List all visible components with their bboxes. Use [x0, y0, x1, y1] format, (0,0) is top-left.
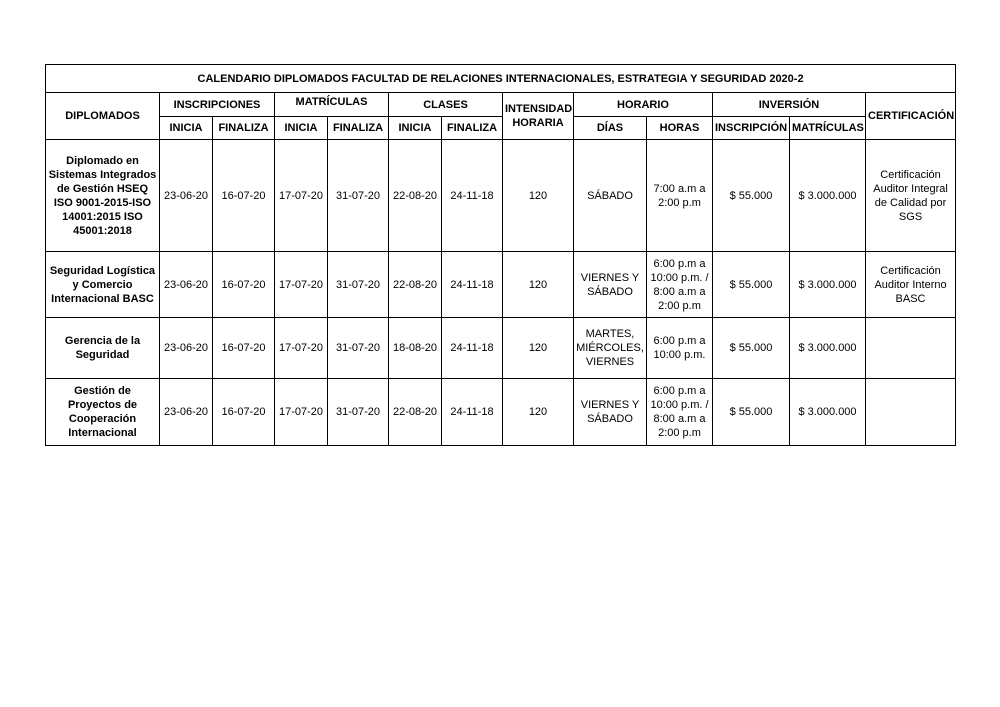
inv-inscripcion-cell: $ 55.000	[713, 379, 790, 446]
table-row	[46, 140, 956, 252]
diplomado-name: Diplomado en Sistemas Integrados de Gestión HSEQ ISO 9001-2015-ISO 14001:2015 ISO 45001:2018	[46, 140, 160, 252]
certificacion-cell	[866, 379, 956, 446]
horas-cell: 6:00 p.m a 10:00 p.m.	[647, 318, 713, 379]
clases-finaliza-cell: 24-11-18	[442, 140, 503, 252]
certificacion-cell: Certificación Auditor Integral de Calidad por SGS	[866, 140, 956, 252]
insc-inicia-cell: 23-06-20	[160, 252, 213, 318]
clases-inicia-cell: 18-08-20	[389, 318, 442, 379]
calendar-sheet	[45, 64, 955, 446]
header-mat-finaliza: FINALIZA	[328, 117, 389, 140]
inv-matriculas-cell: $ 3.000.000	[790, 379, 866, 446]
diplomado-name: Seguridad Logística y Comercio Internacional BASC	[46, 252, 160, 318]
diplomado-name: Gerencia de la Seguridad	[46, 318, 160, 379]
mat-finaliza-cell: 31-07-20	[328, 318, 389, 379]
mat-inicia-cell: 17-07-20	[275, 252, 328, 318]
intensidad-cell: 120	[503, 140, 574, 252]
header-inscripciones: INSCRIPCIONES	[160, 93, 275, 117]
clases-inicia-cell: 22-08-20	[389, 140, 442, 252]
clases-finaliza-cell: 24-11-18	[442, 252, 503, 318]
inv-matriculas-cell: $ 3.000.000	[790, 252, 866, 318]
table-row	[46, 252, 956, 318]
horas-cell: 6:00 p.m a 10:00 p.m. / 8:00 a.m a 2:00 p.m	[647, 379, 713, 446]
certificacion-cell: Certificación Auditor Interno BASC	[866, 252, 956, 318]
header-clases-inicia: INICIA	[389, 117, 442, 140]
horas-cell: 7:00 a.m a 2:00 p.m	[647, 140, 713, 252]
clases-inicia-cell: 22-08-20	[389, 379, 442, 446]
inv-inscripcion-cell: $ 55.000	[713, 252, 790, 318]
insc-finaliza-cell: 16-07-20	[213, 318, 275, 379]
clases-inicia-cell: 22-08-20	[389, 252, 442, 318]
insc-finaliza-cell: 16-07-20	[213, 252, 275, 318]
dias-cell: SÁBADO	[574, 140, 647, 252]
header-insc-finaliza: FINALIZA	[213, 117, 275, 140]
header-horario: HORARIO	[574, 93, 713, 117]
mat-finaliza-cell: 31-07-20	[328, 140, 389, 252]
header-inv-inscripcion: INSCRIPCIÓN	[713, 117, 790, 140]
inv-inscripcion-cell: $ 55.000	[713, 318, 790, 379]
header-inv-matriculas: MATRÍCULAS	[790, 117, 866, 140]
inv-inscripcion-cell: $ 55.000	[713, 140, 790, 252]
insc-inicia-cell: 23-06-20	[160, 379, 213, 446]
dias-cell: VIERNES Y SÁBADO	[574, 379, 647, 446]
clases-finaliza-cell: 24-11-18	[442, 379, 503, 446]
intensidad-cell: 120	[503, 318, 574, 379]
diplomado-name: Gestión de Proyectos de Cooperación Internacional	[46, 379, 160, 446]
header-intensidad: INTENSIDAD	[505, 103, 573, 115]
clases-finaliza-cell: 24-11-18	[442, 318, 503, 379]
header-insc-inicia: INICIA	[160, 117, 213, 140]
certificacion-cell	[866, 318, 956, 379]
insc-inicia-cell: 23-06-20	[160, 140, 213, 252]
horas-cell: 6:00 p.m a 10:00 p.m. / 8:00 a.m a 2:00 p.m	[647, 252, 713, 318]
mat-finaliza-cell: 31-07-20	[328, 379, 389, 446]
inv-matriculas-cell: $ 3.000.000	[790, 318, 866, 379]
calendar-table	[45, 64, 956, 446]
dias-cell: VIERNES Y SÁBADO	[574, 252, 647, 318]
mat-inicia-cell: 17-07-20	[275, 379, 328, 446]
table-row	[46, 318, 956, 379]
header-mat-inicia: INICIA	[275, 117, 328, 140]
header-horaria: HORARIA	[512, 117, 564, 129]
mat-inicia-cell: 17-07-20	[275, 140, 328, 252]
header-intensidad-horaria	[503, 93, 574, 140]
insc-finaliza-cell: 16-07-20	[213, 379, 275, 446]
mat-inicia-cell: 17-07-20	[275, 318, 328, 379]
header-matriculas: MATRÍCULAS	[275, 93, 389, 117]
header-inversion: INVERSIÓN	[713, 93, 866, 117]
table-row	[46, 379, 956, 446]
mat-finaliza-cell: 31-07-20	[328, 252, 389, 318]
table-title: CALENDARIO DIPLOMADOS FACULTAD DE RELACIONES INTERNACIONALES, ESTRATEGIA Y SEGURIDAD 2020-2	[46, 65, 956, 93]
intensidad-cell: 120	[503, 379, 574, 446]
inv-matriculas-cell: $ 3.000.000	[790, 140, 866, 252]
insc-inicia-cell: 23-06-20	[160, 318, 213, 379]
header-horas: HORAS	[647, 117, 713, 140]
header-dias: DÍAS	[574, 117, 647, 140]
dias-cell: MARTES, MIÉRCOLES, VIERNES	[574, 318, 647, 379]
header-clases-finaliza: FINALIZA	[442, 117, 503, 140]
intensidad-cell: 120	[503, 252, 574, 318]
header-diplomados: DIPLOMADOS	[46, 93, 160, 140]
header-clases: CLASES	[389, 93, 503, 117]
header-certificacion: CERTIFICACIÓN	[866, 93, 956, 140]
insc-finaliza-cell: 16-07-20	[213, 140, 275, 252]
